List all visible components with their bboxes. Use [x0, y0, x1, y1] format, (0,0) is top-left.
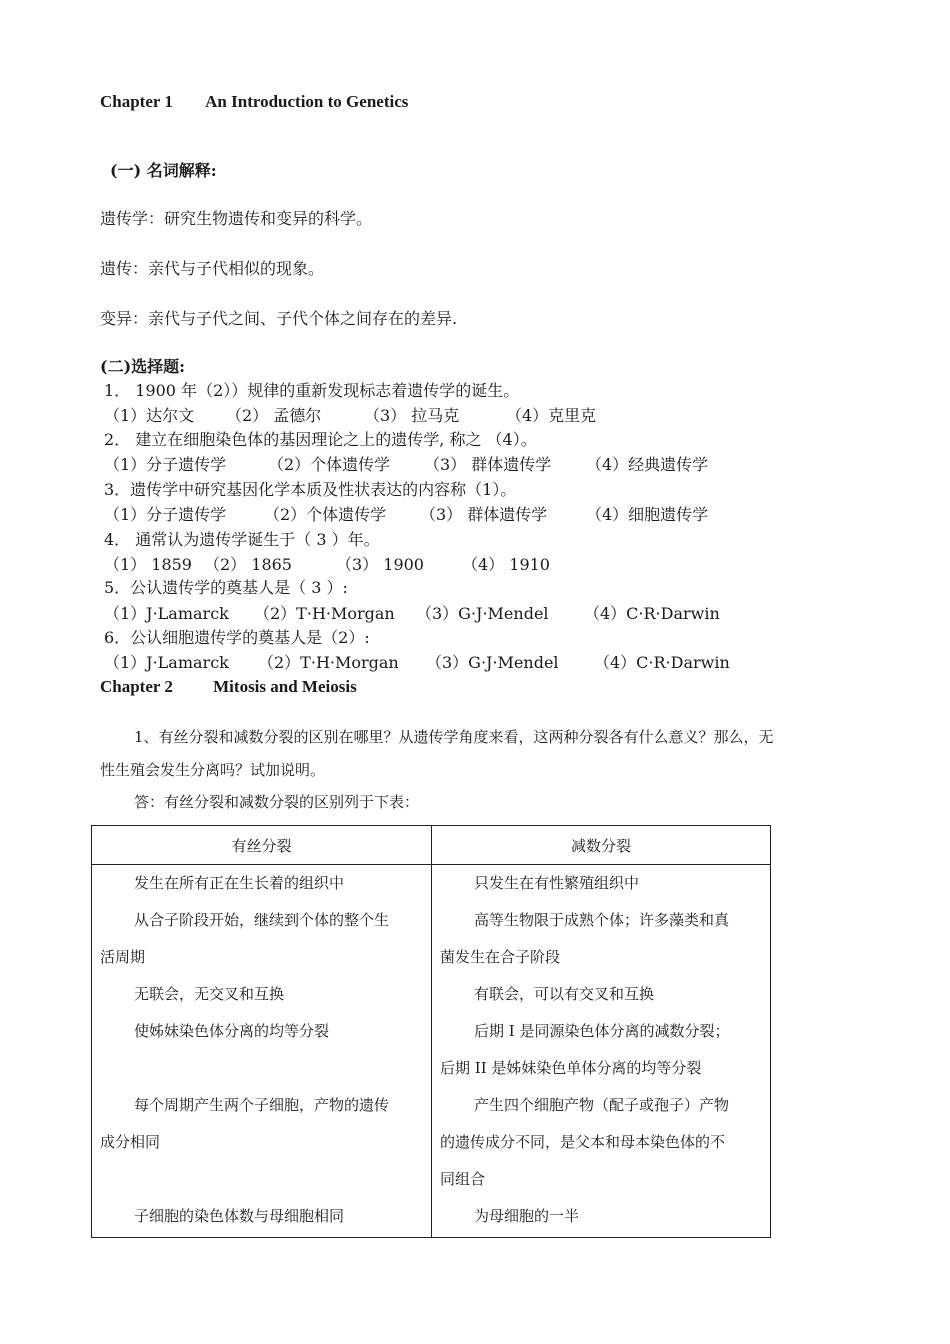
question-2-options	[104, 457, 804, 477]
option: （2） 1865	[204, 555, 292, 574]
mitosis-division	[100, 1013, 425, 1050]
option: （3） 群体遗传学	[424, 455, 552, 474]
cell-text: 每个周期产生两个子细胞，产物的遗传	[134, 1096, 390, 1114]
option: （1）分子遗传学	[104, 505, 227, 524]
mitosis-cycle	[100, 902, 425, 939]
cell-text: 产生四个细胞产物（配子或孢子）产物	[474, 1096, 730, 1114]
option: （3）G·J·Mendel	[416, 604, 549, 623]
question-4-options	[104, 557, 804, 577]
section1-heading: (一) 名词解释:	[110, 161, 217, 180]
option: （1）分子遗传学	[104, 455, 227, 474]
chapter1-label: Chapter 1	[100, 92, 173, 111]
mitosis-tissue	[100, 865, 425, 902]
option: （3） 拉马克	[364, 406, 460, 425]
cell-text: 只发生在有性繁殖组织中	[474, 874, 640, 892]
table-body-row	[92, 865, 771, 1238]
mitosis-products	[100, 1087, 425, 1124]
option: （4）C·R·Darwin	[594, 653, 730, 672]
option: （2）个体遗传学	[264, 505, 387, 524]
cell-text: 发生在所有正在生长着的组织中	[134, 874, 345, 892]
chapter2-answer-intro: 答：有丝分裂和减数分裂的区别列于下表：	[134, 793, 420, 811]
question-5-options	[104, 606, 804, 626]
table-header-row	[92, 826, 771, 865]
option: （3） 群体遗传学	[420, 505, 548, 524]
meiosis-products-cont2: 同组合	[440, 1170, 486, 1188]
mitosis-cycle-cont: 活周期	[100, 948, 146, 966]
option: （3）G·J·Mendel	[426, 653, 559, 672]
mitosis-meiosis-table	[91, 825, 771, 1238]
question-1-options	[104, 408, 804, 428]
meiosis-products	[440, 1087, 764, 1124]
cell-text: 子细胞的染色体数与母细胞相同	[134, 1207, 345, 1225]
meiosis-stage	[440, 902, 764, 939]
chapter2-title: Mitosis and Meiosis	[213, 677, 357, 696]
definition-heredity: 遗传：亲代与子代相似的现象。	[100, 259, 325, 278]
meiosis-chromosome-number	[440, 1198, 764, 1235]
mitosis-synapsis	[100, 976, 425, 1013]
chapter1-heading	[100, 93, 408, 110]
meiosis-anaphase-1	[440, 1013, 764, 1050]
chapter2-question-line1: 1、有丝分裂和减数分裂的区别在哪里？从遗传学角度来看，这两种分裂各有什么意义？那么，无	[134, 728, 774, 746]
question-1: 1． 1900 年（2））规律的重新发现标志着遗传学的诞生。	[104, 381, 520, 400]
header-mitosis: 有丝分裂	[92, 826, 432, 865]
meiosis-stage-cont: 菌发生在合子阶段	[440, 948, 561, 966]
option: （1）达尔文	[104, 406, 195, 425]
option: （4）经典遗传学	[586, 455, 709, 474]
section2-heading: (二)选择题:	[100, 357, 186, 376]
question-3-options	[104, 507, 804, 527]
chapter2-label: Chapter 2	[100, 677, 173, 696]
definition-heredity-science: 遗传学：研究生物遗传和变异的科学。	[100, 209, 373, 228]
mitosis-column	[92, 865, 432, 1238]
option: （3） 1900	[336, 555, 424, 574]
option: （4） 1910	[462, 555, 550, 574]
cell-text: 高等生物限于成熟个体；许多藻类和真	[474, 911, 730, 929]
option: （4）细胞遗传学	[586, 505, 709, 524]
question-4: 4． 通常认为遗传学诞生于（ 3 ）年。	[104, 530, 380, 549]
mitosis-chromosome-number	[100, 1198, 425, 1235]
option: （2）个体遗传学	[268, 455, 391, 474]
cell-text: 为母细胞的一半	[474, 1207, 580, 1225]
cell-text: 无联会，无交叉和互换	[134, 985, 285, 1003]
option: （1） 1859	[104, 555, 192, 574]
chapter2-heading	[100, 678, 357, 695]
mitosis-products-cont: 成分相同	[100, 1133, 161, 1151]
definition-variation: 变异：亲代与子代之间、子代个体之间存在的差异.	[100, 309, 458, 328]
cell-text: 从合子阶段开始，继续到个体的整个生	[134, 911, 390, 929]
option: （2） 孟德尔	[226, 406, 322, 425]
option: （2）T·H·Morgan	[254, 604, 395, 623]
chapter2-question-line2: 性生殖会发生分离吗？试加说明。	[100, 761, 326, 779]
option: （1）J·Lamarck	[104, 604, 229, 623]
chapter1-title: An Introduction to Genetics	[205, 92, 409, 111]
option: （4）C·R·Darwin	[584, 604, 720, 623]
meiosis-products-cont: 的遗传成分不同，是父本和母本染色体的不	[440, 1133, 726, 1151]
question-5: 5．公认遗传学的奠基人是（ 3 ）:	[104, 578, 348, 597]
option: （4）克里克	[506, 406, 597, 425]
cell-text: 后期 I 是同源染色体分离的减数分裂；	[474, 1022, 730, 1040]
option: （1）J·Lamarck	[104, 653, 229, 672]
meiosis-synapsis	[440, 976, 764, 1013]
question-6: 6．公认细胞遗传学的奠基人是（2）:	[104, 628, 370, 647]
question-3: 3．遗传学中研究基因化学本质及性状表达的内容称（1）。	[104, 480, 517, 499]
cell-text: 使姊妹染色体分离的均等分裂	[134, 1022, 330, 1040]
option: （2）T·H·Morgan	[258, 653, 399, 672]
header-meiosis: 减数分裂	[432, 826, 771, 865]
question-6-options	[104, 655, 804, 675]
meiosis-anaphase-2: 后期 II 是姊妹染色单体分离的均等分裂	[440, 1059, 702, 1077]
question-2: 2． 建立在细胞染色体的基因理论之上的遗传学, 称之 （4）。	[104, 430, 537, 449]
cell-text: 有联会，可以有交叉和互换	[474, 985, 655, 1003]
meiosis-tissue	[440, 865, 764, 902]
meiosis-column	[432, 865, 771, 1238]
